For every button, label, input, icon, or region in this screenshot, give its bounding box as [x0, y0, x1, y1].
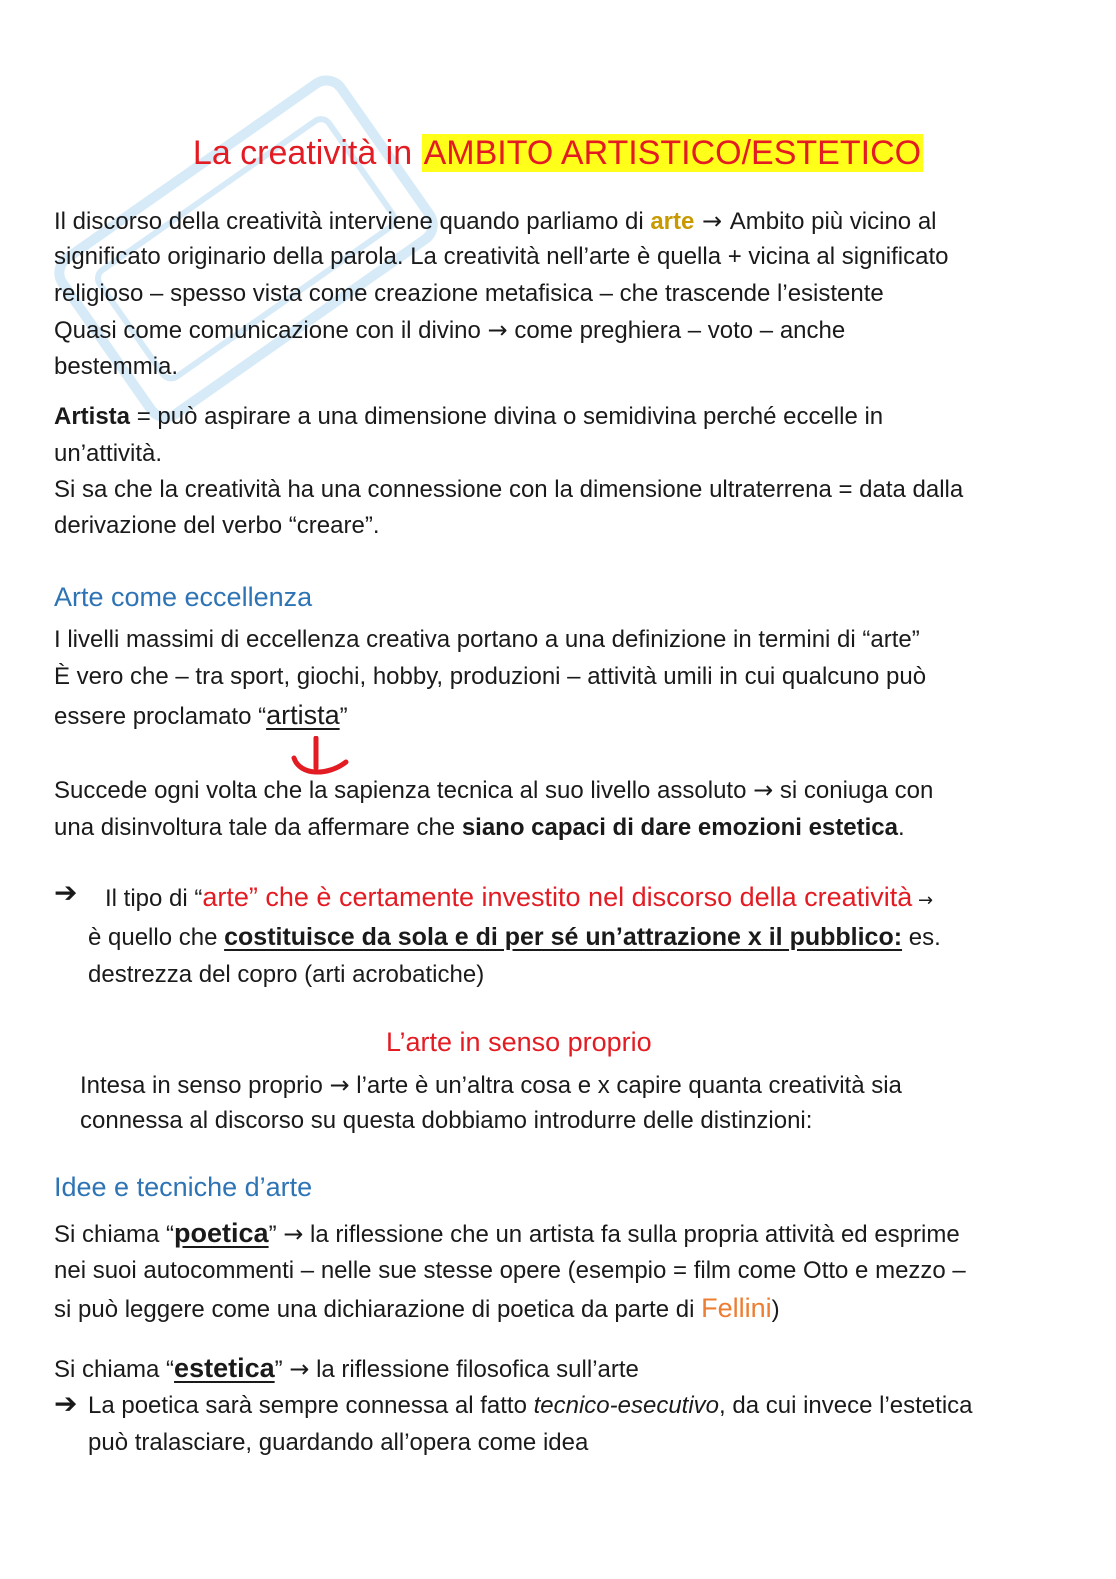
highlight-red-text: arte” che è certamente investito nel discorso della creatività	[202, 882, 913, 912]
proprio-text: Intesa in senso proprio	[80, 1072, 330, 1099]
eccellenza-line-3	[54, 697, 1104, 736]
artista-line-1	[54, 399, 1104, 436]
arrow-icon: →	[753, 776, 774, 804]
arrow-icon: →	[694, 207, 730, 235]
idee-text: Si chiama “	[54, 1356, 175, 1383]
arrow-icon: →	[283, 1220, 304, 1248]
idee-text: , da cui invece l’estetica	[719, 1392, 973, 1419]
bullet1-text: es.	[902, 924, 941, 951]
idee-line-1	[54, 1215, 1104, 1254]
eccellenza-line-4	[54, 772, 1104, 810]
term-arte: arte	[650, 208, 695, 235]
idee-text: la riflessione filosofica sull’arte	[309, 1356, 639, 1383]
intro-text: Quasi come comunicazione con il divino	[54, 317, 488, 344]
proprio-line-1	[80, 1067, 1100, 1105]
name-fellini: Fellini	[701, 1293, 772, 1323]
artista-line-4: derivazione del verbo “creare”.	[54, 512, 380, 539]
intro-line-5: bestemmia.	[54, 353, 179, 380]
idee-text: ”	[268, 1221, 284, 1248]
idee-line-3	[54, 1290, 1104, 1329]
bullet-arrow-icon: ➔	[54, 1388, 78, 1419]
poetica-bullet-line-1	[88, 1388, 1098, 1425]
bullet-arrow-icon: ➔	[54, 877, 78, 908]
eccellenza-text: ”	[339, 703, 348, 730]
intro-text: Il discorso della creatività interviene quando parliamo di	[54, 208, 651, 235]
bullet1-line-1	[105, 879, 1095, 920]
intro-text: Ambito più vicino al	[729, 208, 937, 235]
arrow-icon: →	[329, 1071, 350, 1099]
intro-text: come preghiera – voto – anche	[507, 317, 846, 344]
intro-line-3: religioso – spesso vista come creazione metafisica – che trascende l’esistente	[54, 280, 884, 307]
title-highlight: AMBITO ARTISTICO/ESTETICO	[423, 134, 922, 172]
eccellenza-text: si coniuga con	[773, 777, 934, 804]
idee-text: si può leggere come una dichiarazione di poetica da parte di	[54, 1296, 702, 1323]
idee-text: La poetica sarà sempre connessa al fatto	[88, 1392, 534, 1419]
bullet1-line-2	[88, 919, 1088, 957]
intro-line-4	[54, 312, 1104, 350]
intro-line-1	[54, 203, 1104, 241]
idee-text: la riflessione che un artista fa sulla propria attività ed esprime	[303, 1221, 960, 1248]
arrow-icon: →	[912, 890, 934, 911]
section-heading-senso-proprio: L’arte in senso proprio	[386, 1027, 652, 1057]
eccellenza-line-2: È vero che – tra sport, giochi, hobby, produzioni – attività umili in cui qualcuno può	[54, 663, 927, 690]
arrow-icon: →	[487, 316, 508, 344]
eccellenza-text: una disinvoltura tale da affermare che	[54, 814, 462, 841]
artista-line-2: un’attività.	[54, 440, 163, 467]
eccellenza-line-5	[54, 810, 1104, 847]
estetica-line-1	[54, 1350, 1104, 1389]
title-prefix: La creatività in	[192, 134, 422, 172]
term-estetica: estetica	[174, 1353, 275, 1383]
artista-line-3: Si sa che la creatività ha una connessione con la dimensione ultraterrena = data dalla	[54, 476, 964, 503]
term-poetica: poetica	[174, 1218, 269, 1248]
idee-line-2: nei suoi autocommenti – nelle sue stesse opere (esempio = film come Otto e mezzo –	[54, 1257, 966, 1284]
italic-term: tecnico-esecutivo	[533, 1392, 720, 1419]
idee-text: )	[771, 1296, 780, 1323]
idee-text: Si chiama “	[54, 1221, 175, 1248]
bullet1-line-3: destrezza del copro (arti acrobatiche)	[88, 961, 485, 988]
eccellenza-text: .	[897, 814, 905, 841]
eccellenza-line-1: I livelli massimi di eccellenza creativa portano a una definizione in termini di “arte”	[54, 626, 920, 653]
emphasis-text: siano capaci di dare emozioni estetica	[461, 814, 898, 841]
bullet1-text: è quello che	[88, 924, 225, 951]
section-heading-idee: Idee e tecniche d’arte	[54, 1172, 313, 1202]
eccellenza-text: Succede ogni volta che la sapienza tecnica al suo livello assoluto	[54, 777, 754, 804]
term-artista-underlined: artista	[266, 700, 340, 730]
idee-text: ”	[274, 1356, 290, 1383]
arrow-icon: →	[289, 1355, 310, 1383]
artista-text: = può aspirare a una dimensione divina o semidivina perché eccelle in	[130, 403, 884, 430]
underlined-emphasis: costituisce da sola e di per sé un’attrazione x il pubblico:	[224, 923, 903, 951]
proprio-text: l’arte è un’altra cosa e x capire quanta creatività sia	[349, 1072, 902, 1099]
proprio-line-2: connessa al discorso su questa dobbiamo introdurre delle distinzioni:	[80, 1107, 813, 1134]
poetica-bullet-line-2: può tralasciare, guardando all’opera come idea	[88, 1429, 589, 1456]
intro-line-2: significato originario della parola. La creatività nell’arte è quella + vicina al significato	[54, 243, 949, 270]
page-title	[0, 134, 1116, 173]
term-artista: Artista	[54, 403, 131, 430]
section-heading-eccellenza: Arte come eccellenza	[54, 582, 313, 612]
eccellenza-text: essere proclamato “	[54, 703, 267, 730]
bullet1-text: Il tipo di “	[105, 885, 203, 912]
